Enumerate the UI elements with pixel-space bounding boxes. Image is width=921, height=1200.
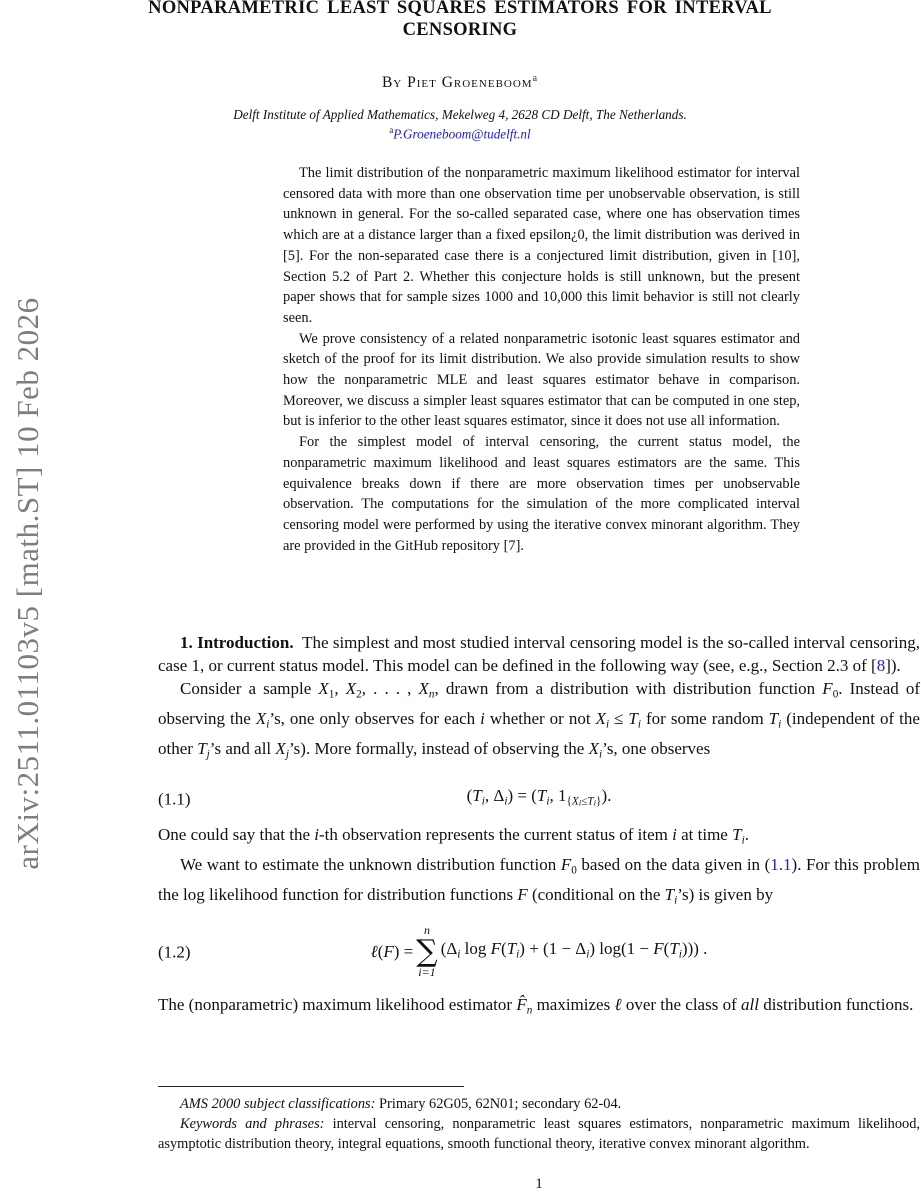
text-run: ). For this problem the log likelihood function for distribution functions bbox=[158, 855, 920, 904]
text-run: ’s) is given by bbox=[677, 884, 774, 904]
text-run: 1. Introduction. bbox=[180, 633, 294, 652]
text-run: i bbox=[546, 795, 550, 808]
text-run: ≤ bbox=[609, 709, 629, 729]
author-name: By Piet Groeneboom bbox=[381, 74, 533, 92]
text-run: i bbox=[741, 834, 745, 847]
text-run: (conditional on the bbox=[527, 884, 665, 904]
text-run: distribution functions. bbox=[758, 994, 914, 1014]
text-run: j bbox=[285, 748, 289, 761]
text-run: i bbox=[678, 948, 682, 961]
affiliation: Delft Institute of Applied Mathematics, Mekelweg 4, 2628 CD Delft, The Netherlands. bbox=[233, 107, 687, 123]
title-line-2: CENSORING bbox=[402, 20, 518, 40]
paper-header bbox=[120, 0, 800, 143]
text-run: ≤ bbox=[581, 795, 588, 808]
text-run: 0 bbox=[832, 688, 839, 701]
text-run: ) log(1 − bbox=[589, 938, 654, 958]
text-run: X bbox=[588, 738, 599, 758]
text-run: T bbox=[472, 785, 482, 805]
text-run: X bbox=[418, 679, 429, 699]
equation-1-2 bbox=[158, 924, 920, 980]
page-number: 1 bbox=[535, 1176, 543, 1192]
sigma-icon: ∑ bbox=[416, 933, 438, 969]
text-run: ’s, one only observes for each bbox=[269, 709, 481, 729]
text-run: i bbox=[586, 948, 590, 961]
text-run: T bbox=[732, 825, 742, 845]
body-paragraph bbox=[158, 823, 920, 853]
text-run: X bbox=[275, 738, 286, 758]
text-run: X bbox=[255, 709, 267, 729]
text-run: -th observation represents the current status of item bbox=[319, 825, 673, 845]
text-run: T bbox=[536, 785, 547, 805]
author-byline bbox=[120, 73, 800, 92]
text-run: (Δ bbox=[440, 938, 458, 958]
text-run: F bbox=[383, 942, 394, 962]
text-run: at time bbox=[676, 825, 733, 845]
text-run: F bbox=[560, 855, 572, 875]
text-run: Primary 62G05, 62N01; secondary 62-04. bbox=[375, 1096, 622, 1112]
equation-1-1 bbox=[158, 784, 920, 815]
text-run: maximizes bbox=[532, 994, 615, 1014]
abstract-paragraph: For the simplest model of interval censoring, the current status model, the nonparametric maximum likelihood and least squares estimators are the same. This equivalence breaks down if there are more observation times per unobservable observation. The computations for the simulation of the more complicated interval censoring model were performed by using the iterative convex minorant algorithm. They are provided in the GitHub repository [7]. bbox=[283, 434, 800, 554]
text-run: The (nonparametric) maximum likelihood estimator bbox=[158, 994, 517, 1014]
text-run: i bbox=[674, 894, 678, 907]
text-run: whether or not bbox=[484, 709, 596, 729]
summation-symbol bbox=[416, 924, 437, 980]
text-run: i bbox=[598, 748, 603, 761]
main-text bbox=[158, 631, 920, 1023]
text-run: T bbox=[768, 709, 779, 729]
text-run: { bbox=[566, 795, 572, 808]
text-run: ( bbox=[501, 938, 507, 958]
text-run: Consider a sample bbox=[180, 679, 319, 699]
text-run: i bbox=[480, 709, 485, 729]
text-run: i bbox=[778, 718, 782, 731]
text-run: F bbox=[490, 938, 502, 958]
body-paragraph bbox=[158, 993, 920, 1023]
text-run: Keywords and phrases: bbox=[180, 1116, 325, 1132]
sum-lower-limit: i=1 bbox=[418, 965, 436, 979]
sum-upper-limit: n bbox=[423, 922, 430, 937]
arxiv-watermark: arXiv:2511.01103v5 [math.ST] 10 Feb 2026 bbox=[10, 297, 45, 870]
text-run: , bbox=[334, 679, 346, 699]
text-run: i bbox=[481, 795, 485, 808]
equation-content bbox=[467, 784, 612, 815]
text-run: i bbox=[266, 718, 270, 731]
text-run: i bbox=[672, 825, 677, 845]
text-run: i bbox=[504, 795, 508, 808]
text-run: One could say that the bbox=[158, 825, 315, 845]
text-run: i bbox=[593, 797, 597, 808]
text-run: all bbox=[741, 994, 759, 1014]
title-line-1: NONPARAMETRIC LEAST SQUARES ESTIMATORS FOR INTERVAL bbox=[148, 0, 772, 18]
body-paragraph bbox=[158, 677, 920, 766]
text-run: We want to estimate the unknown distribution function bbox=[180, 855, 561, 875]
text-run: ( bbox=[466, 785, 473, 805]
text-run: T bbox=[669, 938, 679, 958]
equation-content bbox=[371, 924, 708, 980]
text-run: log bbox=[460, 938, 491, 958]
reference-link[interactable]: 8 bbox=[876, 656, 886, 676]
text-run: . bbox=[744, 825, 749, 845]
text-run: T bbox=[587, 795, 594, 808]
text-run: } bbox=[596, 795, 602, 808]
text-run: i bbox=[457, 948, 461, 961]
text-run: (independent of the other bbox=[158, 709, 920, 758]
text-run: i bbox=[578, 797, 582, 808]
text-run: T bbox=[506, 938, 517, 958]
text-run: T bbox=[664, 884, 675, 904]
text-run: X bbox=[345, 679, 357, 699]
equation-label: (1.2) bbox=[158, 942, 191, 962]
email-footnote-marker: a bbox=[389, 125, 394, 136]
text-run: n bbox=[428, 688, 435, 701]
text-run: X bbox=[318, 679, 329, 699]
email-line bbox=[120, 125, 800, 142]
text-run: F bbox=[517, 884, 528, 904]
text-run: X bbox=[571, 795, 579, 808]
keywords-footnote bbox=[158, 1114, 920, 1154]
text-run: interval censoring, nonparametric least squares estimators, nonparametric maximum likelihood, asymptotic distribution theory, integral equations, smooth functional theory, iterative convex minorant algorithm. bbox=[158, 1116, 920, 1152]
text-run: ]). bbox=[885, 656, 901, 676]
text-run: ’s and all bbox=[209, 738, 276, 758]
text-run: 0 bbox=[571, 864, 577, 877]
text-run: 2 bbox=[356, 688, 362, 701]
text-run: ) + (1 − Δ bbox=[519, 938, 587, 958]
text-run: AMS 2000 subject classifications: bbox=[180, 1096, 376, 1112]
abstract bbox=[283, 163, 800, 556]
text-run: ’s). More formally, instead of observing the bbox=[288, 738, 589, 758]
text-run: ))) . bbox=[681, 938, 708, 958]
email-link[interactable]: P.Groeneboom@tudelft.nl bbox=[393, 126, 531, 142]
text-run: ’s, one observes bbox=[602, 738, 711, 758]
text-run: T bbox=[197, 738, 207, 758]
text-run: 1 bbox=[328, 688, 335, 701]
text-run: over the class of bbox=[621, 994, 741, 1014]
text-run: F̂ bbox=[516, 994, 527, 1014]
body-paragraph bbox=[158, 853, 920, 913]
footnote-rule bbox=[158, 1086, 464, 1087]
text-run: j bbox=[206, 748, 210, 761]
text-run: ) = bbox=[393, 942, 414, 962]
ams-classification-footnote bbox=[158, 1094, 920, 1114]
text-run: F bbox=[653, 938, 664, 958]
equation-rhs bbox=[441, 937, 708, 967]
text-run: , 1 bbox=[549, 785, 567, 805]
text-run: The simplest and most studied interval censoring model is the so-called interval censoring, case 1, or current status model. This model can be defined in the following way (see, e.g., Section 2.3 of [ bbox=[158, 633, 921, 676]
text-run: X bbox=[595, 709, 606, 729]
footnotes bbox=[158, 1086, 920, 1154]
abstract-paragraph: The limit distribution of the nonparametric maximum likelihood estimator for interval censored data with more than one observation time per unobservable observation, is still unknown in general. For the so-called separated case, where one has observation times which are at a distance larger than a fixed epsilon¿0, the limit distribution was derived in [5]. For the non-separated case there is a conjectured limit distribution, given in [10], Section 5.2 of Part 2. Whether this conjecture holds is still unknown, but the present paper shows that for sample sizes 1000 and 10,000 this limit behavior is still not clearly seen. bbox=[283, 165, 800, 326]
text-run: based on the data given in ( bbox=[576, 855, 771, 875]
text-run: ( bbox=[663, 938, 670, 958]
text-run: ) = ( bbox=[507, 785, 537, 805]
text-run: i bbox=[314, 825, 319, 845]
text-run: T bbox=[628, 709, 638, 729]
text-run: , Δ bbox=[484, 785, 505, 805]
text-run: n bbox=[526, 1004, 533, 1017]
equation-lhs bbox=[371, 940, 414, 963]
text-run: i bbox=[637, 718, 642, 731]
text-run: ℓ bbox=[614, 994, 622, 1014]
text-run: , . . . , bbox=[361, 679, 419, 699]
text-run: ℓ bbox=[370, 942, 378, 962]
text-run: i bbox=[605, 718, 610, 731]
text-run: F bbox=[822, 679, 833, 699]
paper-title bbox=[120, 0, 800, 41]
abstract-paragraph: We prove consistency of a related nonparametric isotonic least squares estimator and sketch of the proof for its limit distribution. We also provide simulation results to show how the nonparametric MLE and least squares estimator behave in comparison. Moreover, we discuss a simpler least squares estimator that can be computed in one step, but is inferior to the other least squares estimator, since it does not use all information. bbox=[283, 330, 800, 430]
text-run: , drawn from a distribution with distribution function bbox=[434, 679, 823, 699]
text-run: i bbox=[516, 948, 520, 961]
equation-label: (1.1) bbox=[158, 789, 191, 809]
author-footnote-marker[interactable]: a bbox=[532, 73, 539, 84]
reference-link[interactable]: 1.1 bbox=[770, 855, 792, 875]
text-run: ). bbox=[601, 785, 612, 805]
text-run: . Instead of observing the bbox=[158, 679, 920, 729]
text-run: for some random bbox=[641, 709, 769, 729]
intro-paragraph bbox=[158, 631, 920, 677]
text-run: ( bbox=[377, 942, 384, 962]
